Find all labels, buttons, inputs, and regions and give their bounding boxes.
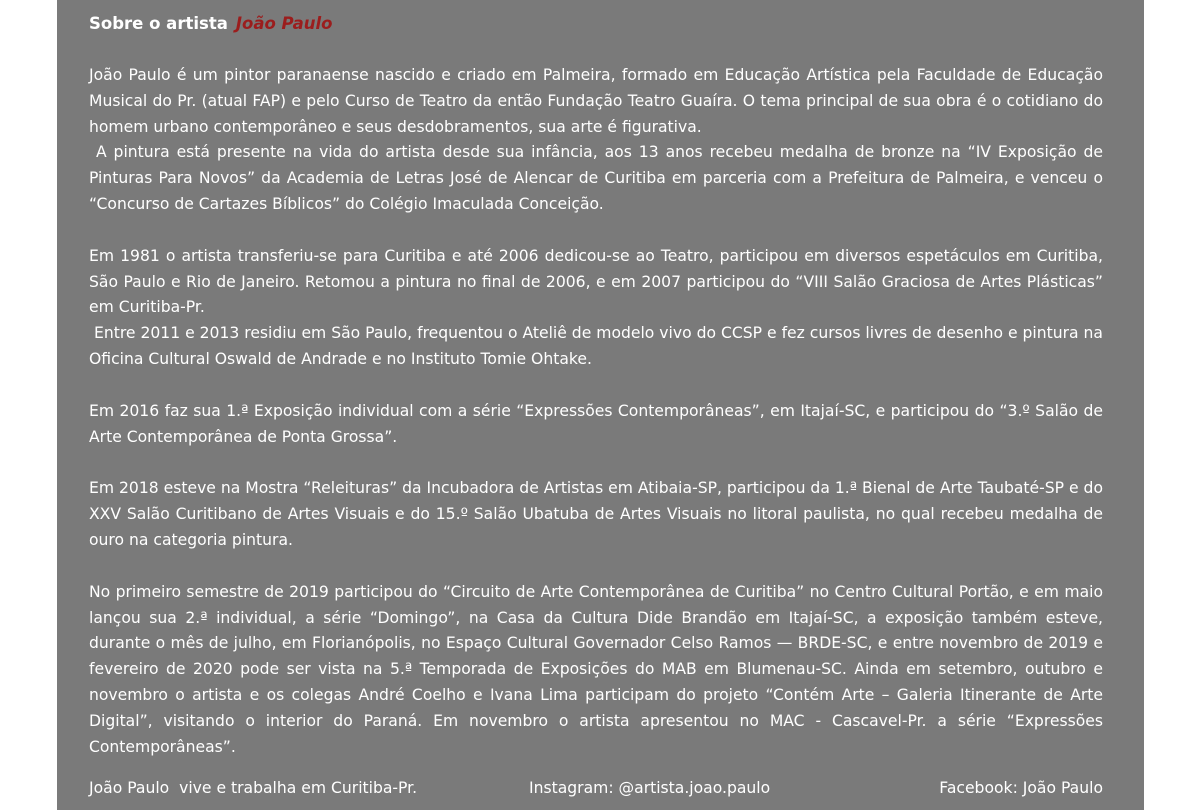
paragraph-line: A pintura está presente na vida do artista desde sua infância, aos 13 anos recebeu medalha de bronze na “IV Exposição de Pinturas Para Novos” da Academia de Letras José de Alencar de Curitiba em parceria com a Prefeitura de Palmeira, e venceu o “Concurso de Cartazes Bíblicos” do Colégio Imaculada Conceição. — [89, 143, 1108, 213]
instagram-handle: Instagram: @artista.joao.paulo — [529, 779, 771, 797]
facebook-handle: Facebook: João Paulo — [939, 779, 1103, 797]
bio-paragraph-5 — [89, 580, 1103, 761]
paragraph-line: Em 1981 o artista transferiu-se para Curitiba e até 2006 dedicou-se ao Teatro, participou em diversos espetáculos em Curitiba, São Paulo e Rio de Janeiro. Retomou a pintura no final de 2006, e em 2007 participou do “VIII Salão Graciosa de Artes Plásticas” em Curitiba-Pr. — [89, 246, 1103, 317]
title-prefix: Sobre o artista — [89, 14, 228, 33]
paragraph-line: No primeiro semestre de 2019 participou do “Circuito de Arte Contemporânea de Curitiba” no Centro Cultural Portão, e em maio lançou sua 2.ª individual, a série “Domingo”, na Casa da Cultura Dide Brandão em Itajaí-SC, a exposição também esteve, durante o mês de julho, em Florianópolis, no Espaço Cultural Governador Celso Ramos — BRDE-SC, e entre novembro de 2019 e fevereiro de 2020 pode ser vista na 5.ª Temporada de Exposições do MAB em Blumenau-SC. Ainda em setembro, outubro e novembro o artista e os colegas André Coelho e Ivana Lima participam do projeto “Contém Arte – Galeria Itinerante de Arte Digital”, visitando o interior do Paraná. Em novembro o artista apresentou no MAC - Cascavel-Pr. a série “Expressões Contemporâneas”. — [89, 582, 1103, 756]
bio-paragraph-4 — [89, 476, 1103, 553]
bio-panel — [57, 0, 1144, 810]
bio-paragraph-3 — [89, 399, 1103, 451]
bio-paragraph-2 — [89, 244, 1108, 373]
paragraph-line: Em 2018 esteve na Mostra “Releituras” da Incubadora de Artistas em Atibaia-SP, participou da 1.ª Bienal de Arte Taubaté-SP e do XXV Salão Curitibano de Artes Visuais e do 15.º Salão Ubatuba de Artes Visuais no litoral paulista, no qual recebeu medalha de ouro na categoria pintura. — [89, 479, 1103, 549]
bio-paragraph-1 — [89, 63, 1108, 218]
paragraph-line: Entre 2011 e 2013 residiu em São Paulo, frequentou o Ateliê de modelo vivo do CCSP e fez cursos livres de desenho e pintura na Oficina Cultural Oswald de Andrade e no Instituto Tomie Ohtake. — [89, 324, 1108, 368]
paragraph-line: João Paulo é um pintor paranaense nascido e criado em Palmeira, formado em Educação Artística pela Faculdade de Educação Musical do Pr. (atual FAP) e pelo Curso de Teatro da então Fundação Teatro Guaíra. O tema principal de sua obra é o cotidiano do homem urbano contemporâneo e seus desdobramentos, sua arte é figurativa. — [89, 66, 1103, 136]
bio-content — [89, 10, 1108, 786]
artist-name: João Paulo — [235, 14, 333, 33]
paragraph-line: Em 2016 faz sua 1.ª Exposição individual com a série “Expressões Contemporâneas”, em Itajaí-SC, e participou do “3.º Salão de Arte Contemporânea de Ponta Grossa”. — [89, 401, 1103, 446]
residence-text: João Paulo vive e trabalha em Curitiba-Pr. — [89, 779, 418, 797]
page-title — [89, 10, 1103, 37]
